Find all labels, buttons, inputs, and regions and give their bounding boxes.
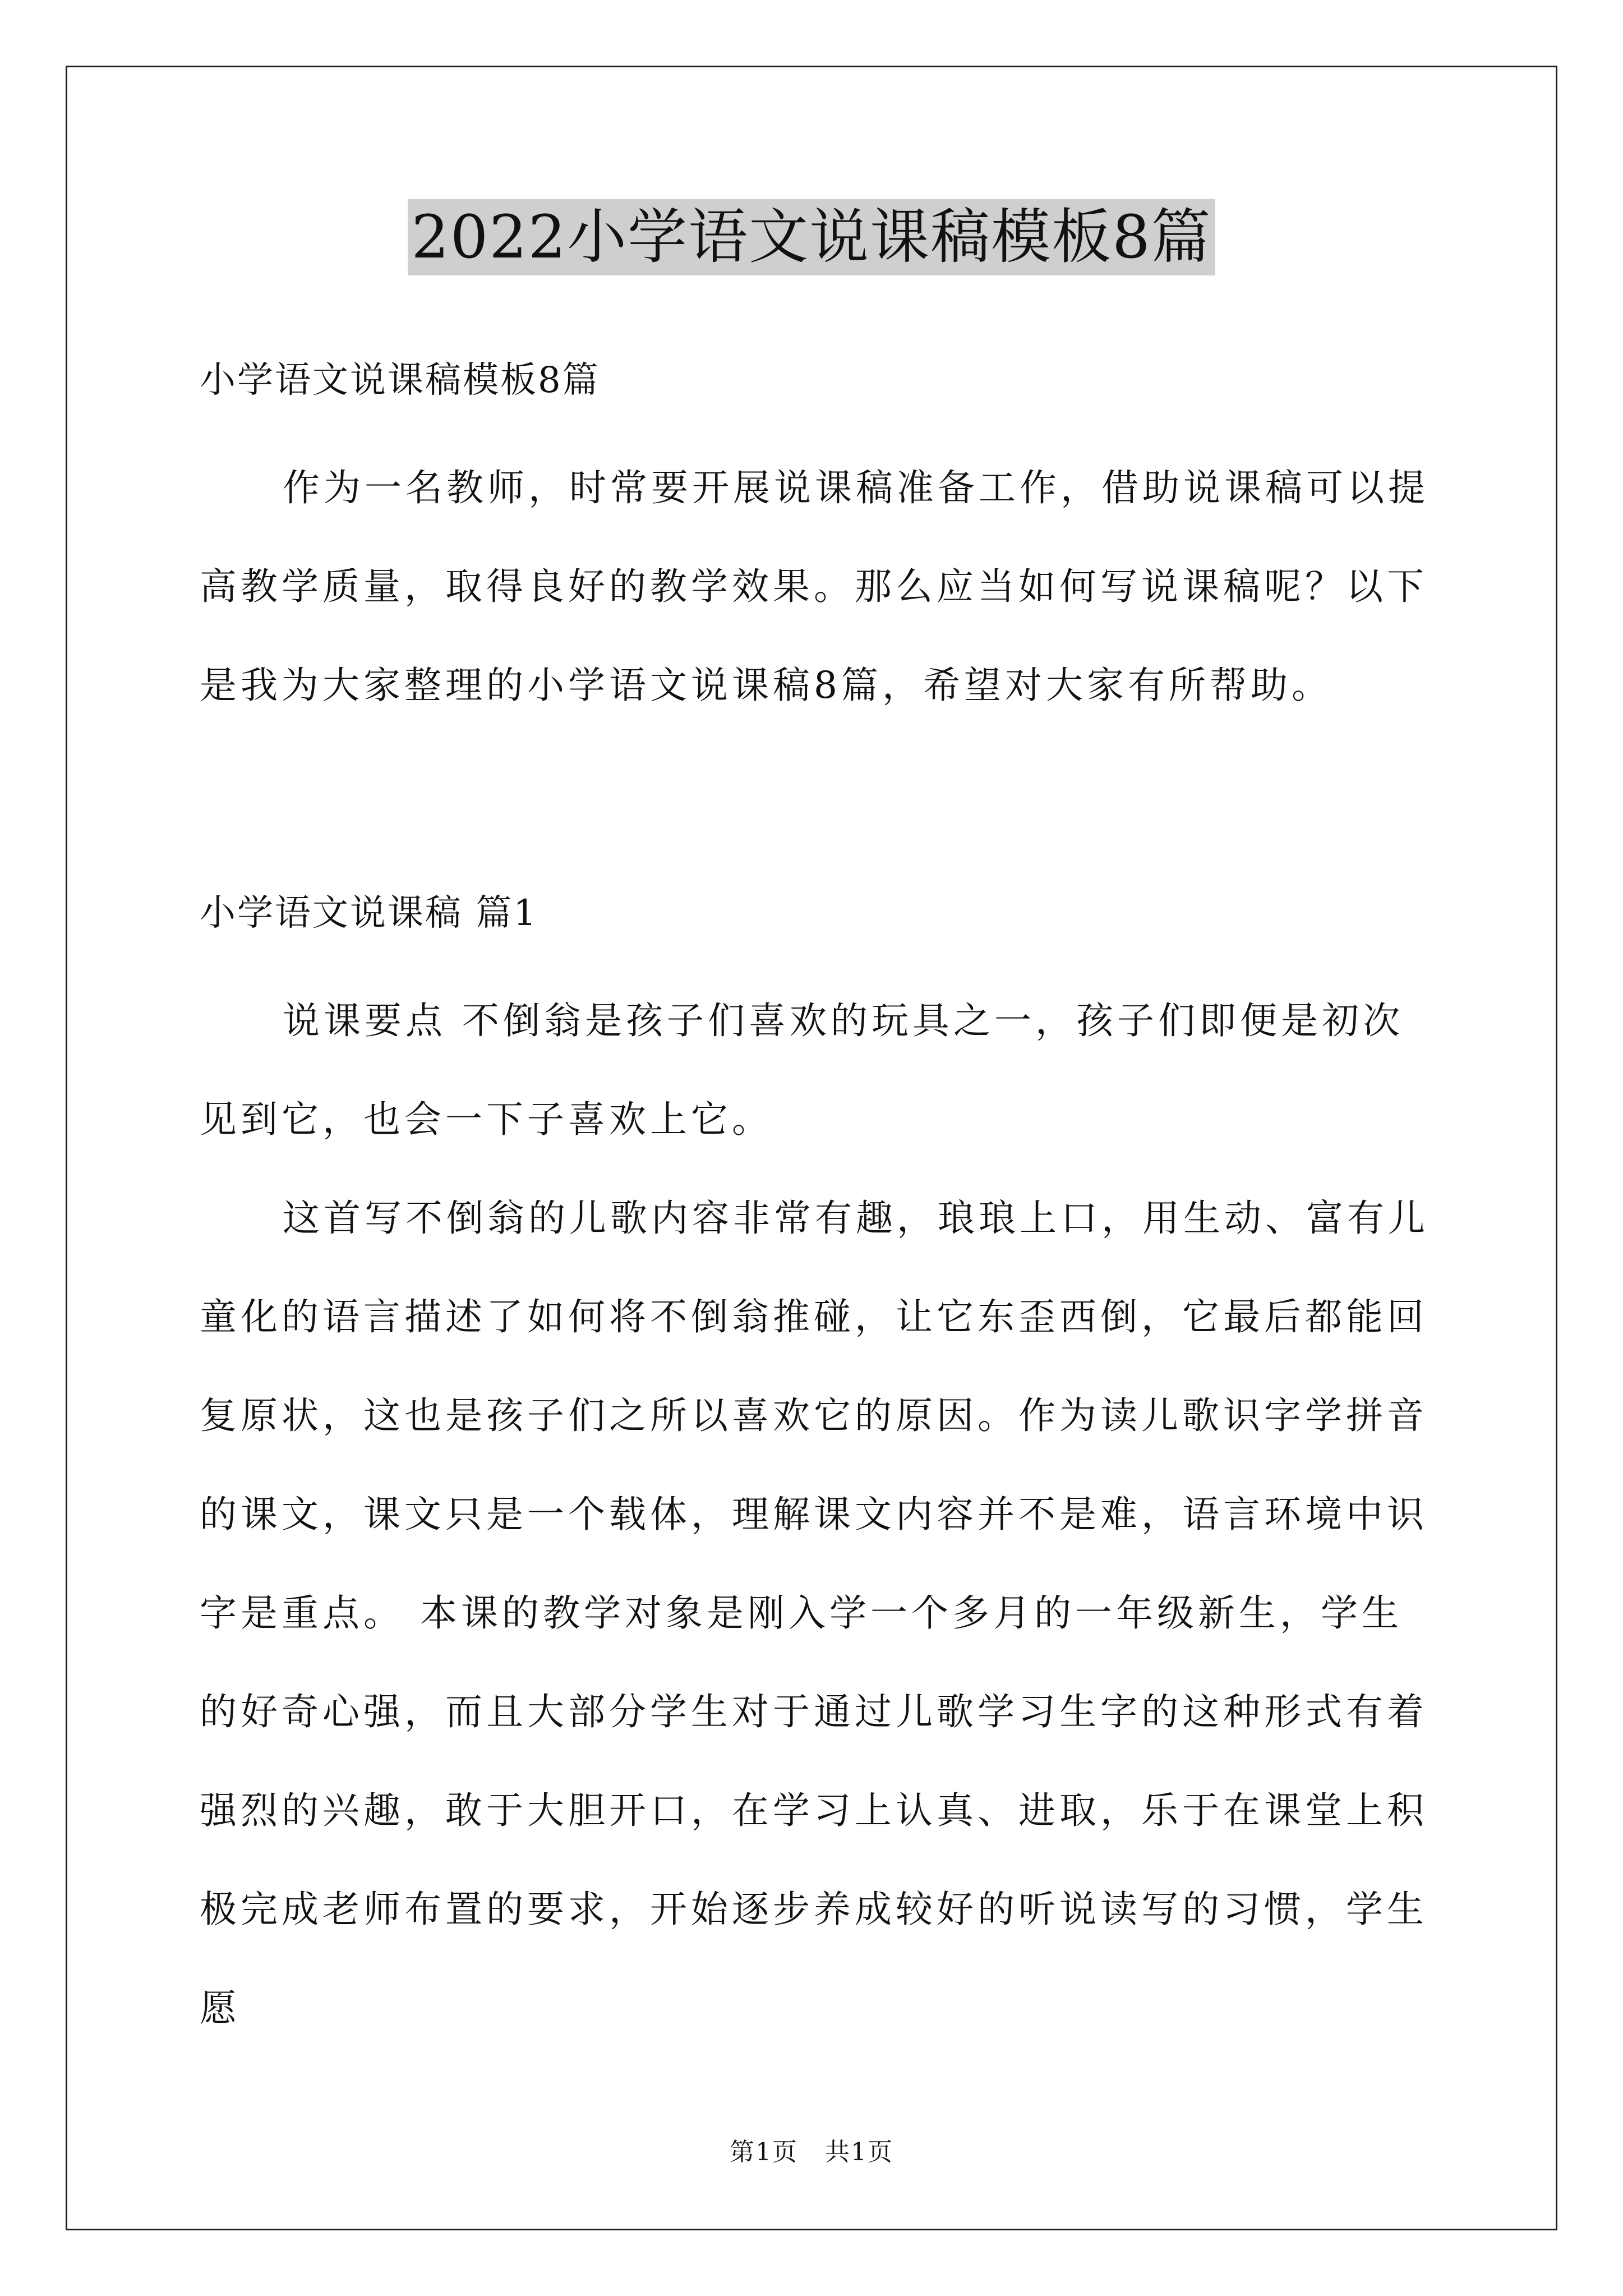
title-container [0,199,1623,275]
document-title: 2022小学语文说课稿模板8篇 [408,199,1215,275]
paragraph-2: 这首写不倒翁的儿歌内容非常有趣，琅琅上口，用生动、富有儿童化的语言描述了如何将不倒翁推碰，让它东歪西倒，它最后都能回复原状，这也是孩子们之所以喜欢它的原因。作为读儿歌识字学拼音的课文，课文只是一个载体，理解课文内容并不是难，语言环境中识字是重点。 本课的教学对象是刚入学一个多月的一年级新生，学生的好奇心强，而且大部分学生对于通过儿歌学习生字的这种形式有着强烈的兴趣，敢于大胆开口，在学习上认真、进取，乐于在课堂上积极完成老师布置的要求，开始逐步养成较好的听说读写的习惯，学生愿 [200,1197,1429,2030]
page-footer: 第1页 共1页 [730,2138,893,2166]
intro-paragraph: 作为一名教师，时常要开展说课稿准备工作，借助说课稿可以提高教学质量，取得良好的教学效果。那么应当如何写说课稿呢？以下是我为大家整理的小学语文说课稿8篇，希望对大家有所帮助。 [200,466,1429,707]
document-subtitle: 小学语文说课稿模板8篇 [200,360,600,401]
section-heading: 小学语文说课稿 篇1 [200,892,538,934]
paragraph-1: 说课要点 不倒翁是孩子们喜欢的玩具之一，孩子们即便是初次见到它，也会一下子喜欢上它。 [200,999,1404,1141]
